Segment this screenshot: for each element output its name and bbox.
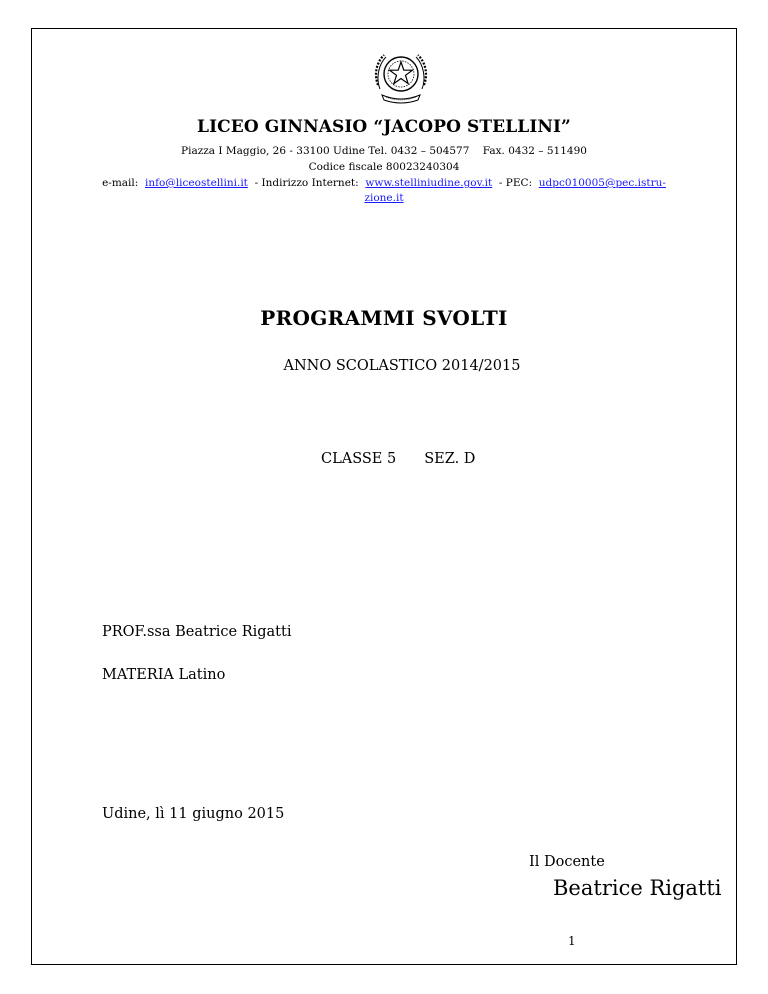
professor-field: PROF.ssa Beatrice Rigatti xyxy=(102,624,292,640)
website-link[interactable]: www.stelliniudine.gov.it xyxy=(365,177,493,189)
school-year: ANNO SCOLASTICO 2014/2015 xyxy=(283,358,521,374)
pec-link[interactable]: udpc010005@pec.istru- xyxy=(538,177,666,189)
tax-code-text: Codice fiscale 80023240304 xyxy=(308,161,460,173)
pec-label: - PEC: xyxy=(498,177,533,189)
document-title: PROGRAMMI SVOLTI xyxy=(260,306,508,330)
section-label: SEZ. D xyxy=(424,451,476,467)
class-label: CLASSE 5 xyxy=(321,451,397,467)
website-label: - Indirizzo Internet: xyxy=(254,177,359,189)
place-date: Udine, lì 11 giugno 2015 xyxy=(102,806,285,822)
pec-continuation-line xyxy=(0,192,768,204)
class-section-line xyxy=(321,451,475,467)
school-address-line xyxy=(0,145,768,157)
italian-republic-emblem-icon xyxy=(370,45,432,107)
school-name: LICEO GINNASIO “JACOPO STELLINI” xyxy=(197,117,571,137)
signer-name: Beatrice Rigatti xyxy=(553,876,722,900)
email-label: e-mail: xyxy=(102,177,139,189)
page-number: 1 xyxy=(568,934,576,948)
email-link[interactable]: info@liceostellini.it xyxy=(145,177,248,189)
subject-field: MATERIA Latino xyxy=(102,667,226,683)
fax-text: Fax. 0432 – 511490 xyxy=(482,145,587,157)
pec-link-continuation[interactable]: zione.it xyxy=(364,192,404,204)
contact-line xyxy=(0,177,768,189)
address-phone-text: Piazza I Maggio, 26 - 33100 Udine Tel. 0432 – 504577 xyxy=(181,145,470,157)
signer-label: Il Docente xyxy=(529,854,605,870)
